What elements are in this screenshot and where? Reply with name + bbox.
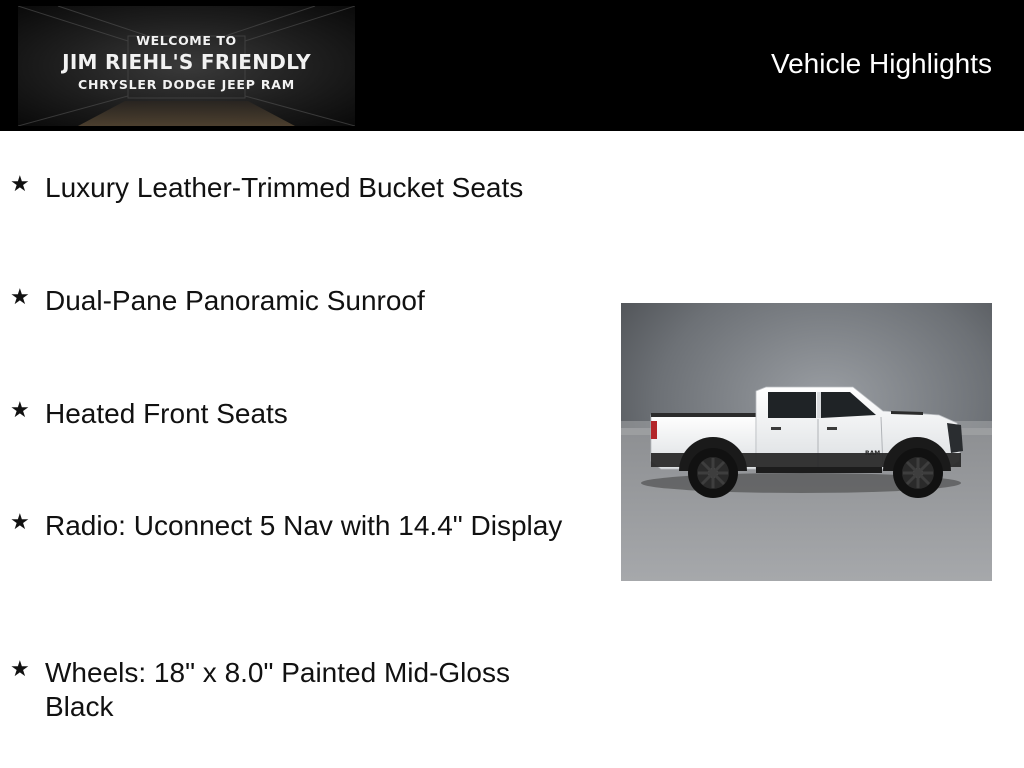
star-icon: ★ — [10, 510, 30, 535]
logo-welcome-text: WELCOME TO — [136, 33, 237, 48]
star-icon: ★ — [10, 398, 30, 423]
star-icon: ★ — [10, 172, 30, 197]
ram-badge: RAM — [865, 450, 881, 457]
logo-dealer-name: JIM RIEHL'S FRIENDLY — [62, 50, 311, 74]
highlight-text: Dual-Pane Panoramic Sunroof — [45, 285, 425, 316]
page-title: Vehicle Highlights — [770, 48, 992, 79]
star-icon: ★ — [10, 657, 30, 682]
highlight-text: Luxury Leather-Trimmed Bucket Seats — [45, 172, 524, 203]
vehicle-photo — [621, 303, 992, 581]
highlight-text: Wheels: 18" x 8.0" Painted Mid-Gloss Black — [45, 657, 510, 722]
front-wheel — [893, 448, 943, 498]
highlight-text: Heated Front Seats — [45, 398, 288, 429]
pickup-truck-image — [621, 303, 992, 581]
rear-wheel — [688, 448, 738, 498]
highlight-text: Radio: Uconnect 5 Nav with 14.4" Display — [45, 510, 563, 541]
logo-brands-text: CHRYSLER DODGE JEEP RAM — [77, 77, 296, 92]
star-icon: ★ — [10, 285, 30, 310]
